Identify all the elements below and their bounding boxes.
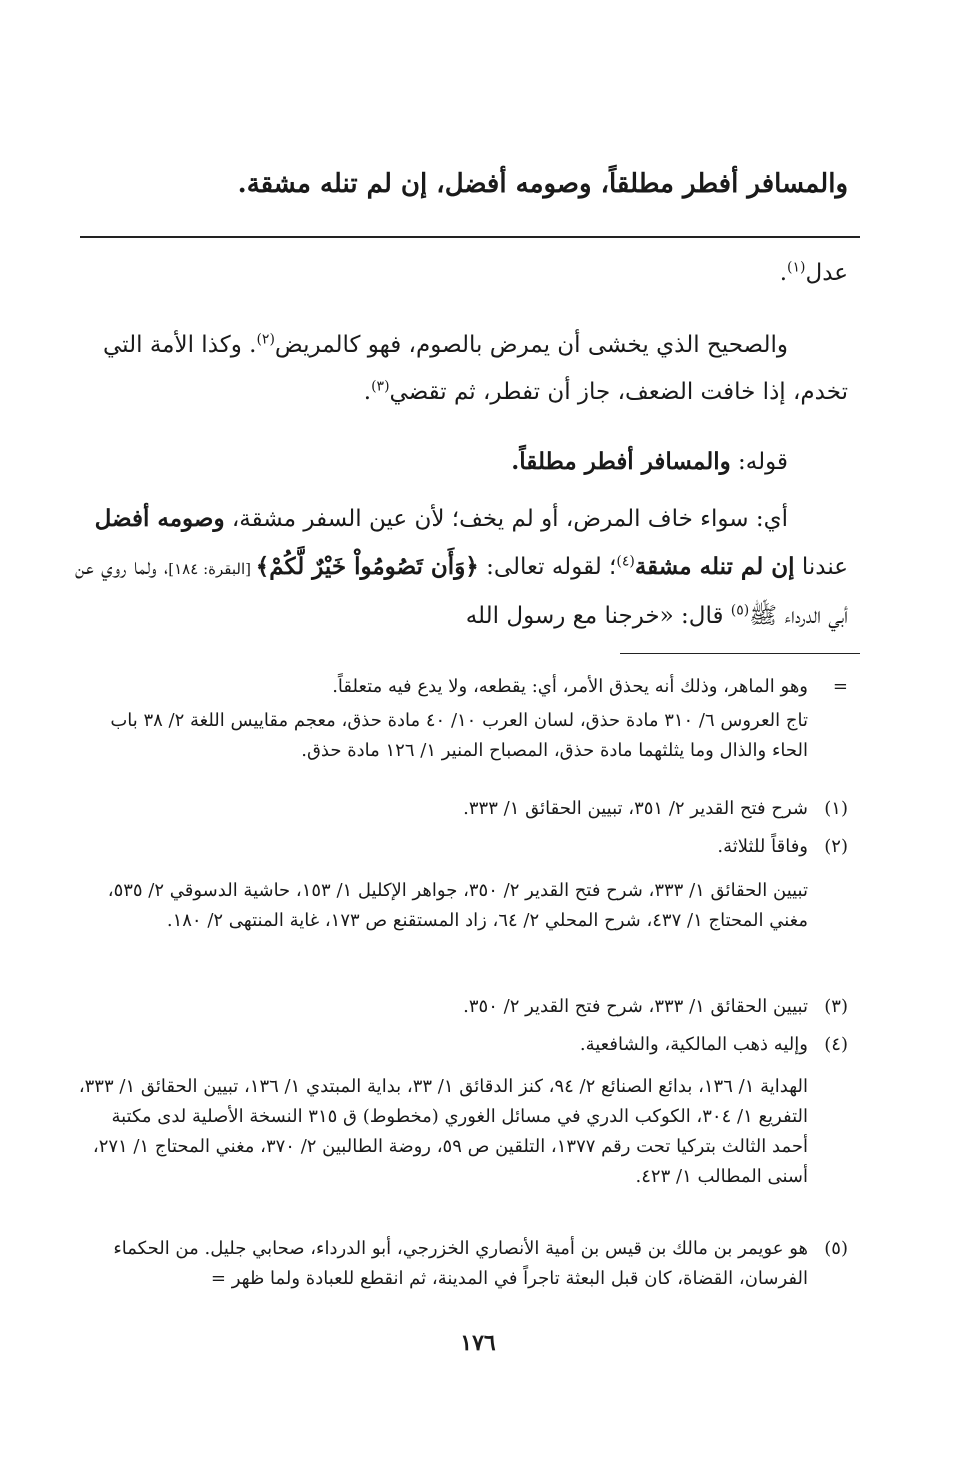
paragraph-2-text-c: . [363, 379, 372, 405]
footnote-text: تاج العروس ٦/ ٣١٠ مادة حذق، لسان العرب ١٠/ ٤٠ مادة حذق، معجم مقاييس اللغة ٢/ ٣٨ باب الحاء والذال وما يثلثهما مادة حذق، المصباح المنير ١/ ١٢٦ مادة حذق. [110, 710, 808, 761]
footnote-text: وإليه ذهب المالكية، والشافعية. [579, 1034, 808, 1055]
paragraph-4-bold-1: وصومه أفضل [94, 505, 225, 532]
footnote-number: = [832, 676, 848, 697]
footnote-text: شرح فتح القدير ٢/ ٣٥١، تبيين الحقائق ١/ ٣٣٣. [463, 798, 808, 819]
footnote-2-sources [78, 876, 848, 936]
footnote-4 [78, 1030, 848, 1060]
qawluhu-label: قوله: [730, 449, 788, 475]
footnote-continuation-1 [78, 672, 848, 702]
paragraph-4-text-c: ؛ لقوله تعالى: [478, 554, 617, 580]
quran-verse: ﴿وَأَن تَصُومُواْ خَيْرٌ لَّكُمْ﴾ [255, 553, 479, 580]
footnote-2 [78, 832, 848, 862]
paragraph-3 [68, 438, 848, 486]
footnote-ref-3[interactable]: (٣) [371, 378, 390, 395]
footnote-text: الهداية ١/ ١٣٦، بدائع الصنائع ٢/ ٩٤، كنز الدقائق ١/ ٣٣، بداية المبتدي ١/ ١٣٦، تبيين الحقائق ١/ ٣٣٣، التفريع ١/ ٣٠٤، الكوكب الدري في مسائل الغوري (مخطوط) ق ٣١٥ النسخة الأصلية لدى مكتبة أحمد الثالث بتركيا تحت رقم ١٣٧٧، التلقين ص ٥٩، روضة الطالبين ٢/ ٣٧٠، مغني المحتاج ١/ ٢٧١، أسنى المطالب ١/ ٤٢٣. [78, 1076, 808, 1187]
footnote-1 [78, 794, 848, 824]
honorific-symbol: ﷺ [749, 603, 778, 629]
paragraph-1 [68, 250, 848, 297]
footnote-3 [78, 992, 848, 1022]
paragraph-4-text-d: ، ولما روي عن أبي الدرداء [75, 554, 848, 629]
footnote-number: (٤) [824, 1034, 848, 1055]
matn-text [88, 160, 848, 208]
footnote-number: (٣) [824, 996, 848, 1017]
footnote-5 [78, 1234, 848, 1294]
footnote-text: تبيين الحقائق ١/ ٣٣٣، شرح فتح القدير ٢/ ٣٥٠، جواهر الإكليل ١/ ١٥٣، حاشية الدسوقي ٢/ ٥٣٥، مغني المحتاج ١/ ٤٣٧، شرح المحلي ٢/ ٦٤، زاد المستقنع ص ١٧٣، غاية المنتهى ٢/ ١٨٠. [107, 880, 808, 931]
quoted-matn: والمسافر أفطر مطلقاً. [511, 448, 731, 475]
footnote-text: هو عويمر بن مالك بن قيس بن أمية الأنصاري الخزرجي، أبو الدرداء، صحابي جليل. من الحكماء الفرسان، القضاة، كان قبل البعثة تاجراً في المدينة، ثم انقطع للعبادة ولما ظهر = [113, 1238, 808, 1289]
quran-reference: [البقرة: ١٨٤] [168, 560, 256, 578]
footnote-ref-2[interactable]: (٢) [256, 331, 275, 348]
footnote-sources-0 [78, 706, 848, 766]
paragraph-2-text-a: والصحيح الذي يخشى أن يمرض بالصوم، فهو كالمريض [274, 332, 788, 358]
paragraph-1-end: . [779, 260, 788, 286]
footnote-text: وفاقاً للثلاثة. [717, 836, 808, 857]
paragraph-4-bold-2: إن لم تنله مشقة [634, 553, 795, 580]
footnote-number: (١) [824, 798, 848, 819]
footnote-number [808, 706, 848, 766]
paragraph-4-text-a: أي: سواء خاف المرض، أو لم يخف؛ لأن عين السفر مشقة، [224, 506, 788, 532]
footnote-number: (٥) [824, 1238, 848, 1259]
footnote-number [808, 876, 848, 936]
footnote-number [808, 1072, 848, 1192]
paragraph-4 [68, 495, 848, 640]
paragraph-4-text-b: عندنا [794, 554, 848, 580]
footnote-ref-1[interactable]: (١) [787, 259, 806, 276]
matn-separator-rule [80, 236, 860, 238]
footnote-4-sources [78, 1072, 848, 1192]
paragraph-2-text-b: . وكذا الأمة التي تخدم، إذا خافت الضعف، جاز أن تفطر، ثم تقضي [103, 332, 848, 405]
page-number: ١٧٦ [460, 1330, 496, 1356]
footnote-separator-rule [620, 653, 860, 654]
paragraph-4-text-e: قال: «خرجنا مع رسول الله [465, 603, 731, 629]
footnote-number: (٢) [824, 836, 848, 857]
paragraph-2 [68, 322, 848, 416]
footnote-text: تبيين الحقائق ١/ ٣٣٣، شرح فتح القدير ٢/ ٣٥٠. [463, 996, 808, 1017]
footnote-ref-4[interactable]: (٤) [616, 553, 635, 570]
paragraph-1-text: عدل [805, 260, 848, 286]
footnote-ref-5[interactable]: (٥) [730, 602, 750, 619]
matn-line: والمسافر أفطر مطلقاً، وصومه أفضل، إن لم تنله مشقة. [237, 169, 848, 199]
footnote-text: وهو الماهر، وذلك أنه يحذق الأمر، أي: يقطعه، ولا يدع فيه متعلقاً. [332, 676, 808, 697]
